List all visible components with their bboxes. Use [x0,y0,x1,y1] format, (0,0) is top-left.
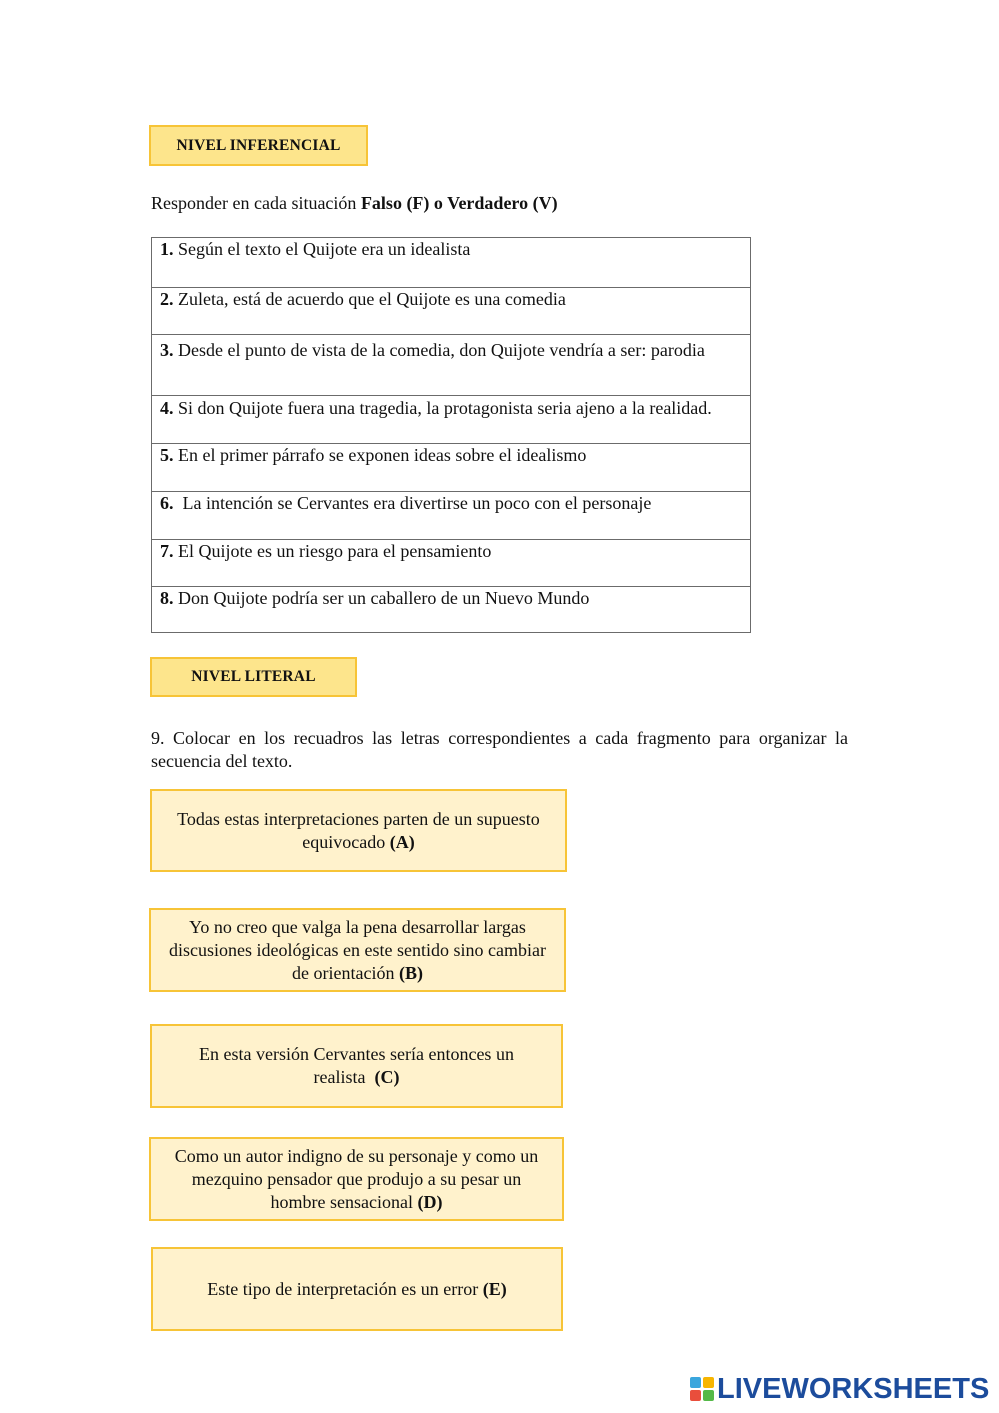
fragment-text: Este tipo de interpretación es un error [207,1278,483,1299]
statement-text: Si don Quijote fuera una tragedia, la protagonista seria ajeno a la realidad. [178,398,712,418]
statement-text: Zuleta, está de acuerdo que el Quijote es una comedia [178,289,566,309]
fragment-letter: (B) [398,962,423,983]
fragment-box-a [150,789,567,872]
fragment-letter: (D) [417,1191,443,1212]
liveworksheets-logo-icon [690,1377,714,1401]
statement-cell [152,396,751,444]
fragment-letter: (E) [482,1278,507,1299]
fragment-content [165,916,550,985]
table-row [152,587,751,633]
section-label-literal [150,657,357,697]
statement-cell [152,492,751,540]
section-label-inferencial-text: NIVEL INFERENCIAL [176,136,341,154]
statement-number: 3. [160,340,174,360]
sequence-text: Colocar en los recuadros las letras correspondientes a cada fragmento para organizar la secuencia del texto. [151,728,848,771]
statement-text: La intención se Cervantes era divertirse un poco con el personaje [178,493,652,513]
statement-cell [152,288,751,335]
statement-text: El Quijote es un riesgo para el pensamiento [178,541,492,561]
table-row [152,335,751,396]
sequence-number: 9. [151,728,165,748]
statement-number: 8. [160,588,174,608]
table-row [152,444,751,492]
statement-text: Desde el punto de vista de la comedia, don Quijote vendría a ser: parodia [178,340,705,360]
fragment-content [165,1145,548,1214]
statement-text: Según el texto el Quijote era un idealista [178,239,471,259]
section-label-literal-text: NIVEL LITERAL [191,668,316,685]
brand-name: LIVEWORKSHEETS [717,1372,990,1405]
statement-number: 5. [160,445,174,465]
statement-number: 7. [160,541,174,561]
statement-cell [152,238,751,288]
fragment-content [166,808,551,854]
statement-number: 6. [160,493,174,513]
statement-cell [152,540,751,587]
fragment-text: Yo no creo que valga la pena desarrollar largas discusiones ideológicas en este sentido sino cambiar de orientación [169,916,546,983]
fragment-letter: (A) [389,831,415,852]
table-row [152,288,751,335]
statement-number: 1. [160,239,174,259]
table-row [152,238,751,288]
statement-cell [152,587,751,633]
table-row [152,396,751,444]
fragment-content [207,1278,506,1301]
fragment-text: En esta versión Cervantes sería entonces un realista [199,1044,519,1087]
statement-cell [152,335,751,396]
fragment-box-d [149,1137,564,1221]
tf-instruction-bold: Falso (F) o Verdadero (V) [360,193,558,213]
true-false-table [151,237,751,633]
table-row [152,540,751,587]
fragment-box-e [151,1247,563,1331]
tf-instruction [151,192,851,215]
fragment-box-c [150,1024,563,1108]
statement-cell [152,444,751,492]
fragment-letter: (C) [374,1067,400,1087]
sequence-instruction [151,727,848,773]
fragment-text: Como un autor indigno de su personaje y como un mezquino pensador que produjo a su pesar un hombre sensacional [174,1145,539,1212]
statement-number: 2. [160,289,174,309]
statement-number: 4. [160,398,174,418]
statement-text: Don Quijote podría ser un caballero de un Nuevo Mundo [178,588,590,608]
tf-instruction-prefix: Responder en cada situación [151,193,361,213]
table-row [152,492,751,540]
fragment-box-b [149,908,566,992]
fragment-text: Todas estas interpretaciones parten de un supuesto equivocado [177,808,540,852]
fragment-content [197,1043,519,1089]
section-label-inferencial [149,125,368,166]
statement-text: En el primer párrafo se exponen ideas sobre el idealismo [178,445,587,465]
liveworksheets-brand [690,1372,989,1406]
